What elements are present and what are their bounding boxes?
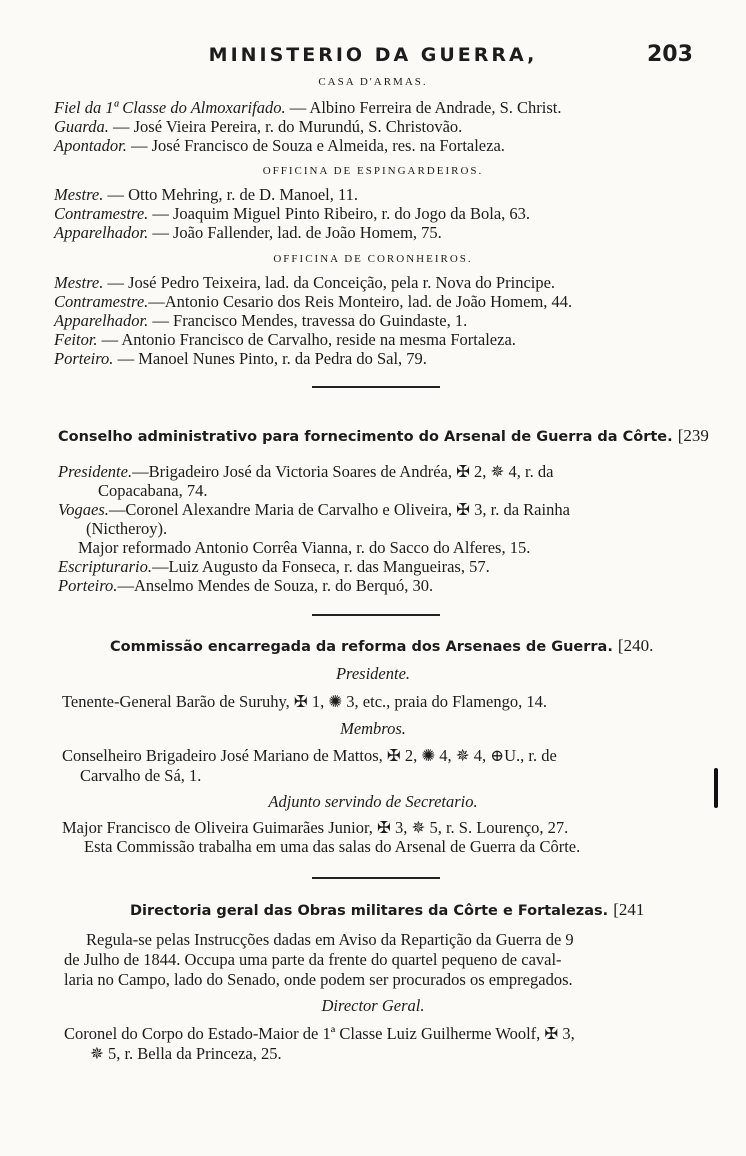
ink-mark bbox=[714, 768, 718, 808]
section-divider bbox=[312, 877, 440, 879]
workshop-heading: OFFICINA DE ESPINGARDEIROS. bbox=[262, 165, 484, 177]
section-heading bbox=[110, 636, 653, 656]
entry-line bbox=[54, 292, 572, 312]
entry-text: —Antonio Cesario dos Reis Monteiro, lad. de João Homem, 44. bbox=[148, 292, 573, 311]
entry-continuation: (Nictheroy). bbox=[86, 519, 168, 538]
entry-line bbox=[54, 98, 561, 118]
entry-text: — Albino Ferreira de Andrade, S. Christ. bbox=[285, 98, 562, 117]
subheading: Membros. bbox=[340, 719, 406, 738]
entry-role: Mestre. bbox=[54, 185, 104, 204]
entry-line bbox=[54, 311, 467, 331]
section-title: Commissão encarregada da reforma dos Arsenaes de Guerra. bbox=[110, 639, 613, 655]
page-number: 203 bbox=[647, 42, 693, 67]
page-header-title: MINISTERIO DA GUERRA, bbox=[208, 44, 538, 66]
paragraph-line: de Julho de 1844. Occupa uma parte da frente do quartel pequeno de caval- bbox=[64, 950, 562, 969]
entry-line bbox=[58, 557, 490, 577]
section-title: Conselho administrativo para fornecimento do Arsenal de Guerra da Côrte. bbox=[58, 429, 673, 445]
workshop-heading: OFFICINA DE CORONHEIROS. bbox=[273, 253, 473, 265]
subheading: Director Geral. bbox=[321, 996, 425, 1015]
entry-line bbox=[58, 576, 433, 596]
entry-role: Apontador. bbox=[54, 136, 127, 155]
entry-role: Apparelhador. bbox=[54, 311, 149, 330]
entry-role: Presidente. bbox=[58, 462, 133, 481]
entry-line bbox=[58, 462, 553, 482]
entry-line bbox=[54, 185, 358, 205]
entry-role: Mestre. bbox=[54, 273, 104, 292]
section-subtitle: CASA D'ARMAS. bbox=[318, 76, 428, 88]
section-divider bbox=[312, 614, 440, 616]
entry-text: — Antonio Francisco de Carvalho, reside na mesma Fortaleza. bbox=[97, 330, 516, 349]
section-title: Directoria geral das Obras militares da Côrte e Fortalezas. bbox=[130, 903, 609, 919]
entry-continuation: Carvalho de Sá, 1. bbox=[80, 766, 202, 785]
entry-role: Guarda. bbox=[54, 117, 109, 136]
entry-role: Vogaes. bbox=[58, 500, 109, 519]
entry-line bbox=[54, 330, 516, 350]
entry-line: Major Francisco de Oliveira Guimarães Junior, ✠ 3, ✵ 5, r. S. Lourenço, 27. bbox=[62, 818, 569, 837]
entry-text: — José Vieira Pereira, r. do Murundú, S. Christovão. bbox=[108, 117, 463, 136]
entry-text: — João Fallender, lad. de João Homem, 75. bbox=[148, 223, 442, 242]
entry-role: Porteiro. bbox=[58, 576, 118, 595]
entry-text: —Luiz Augusto da Fonseca, r. das Mangueiras, 57. bbox=[151, 557, 490, 576]
section-heading bbox=[130, 900, 644, 920]
note-line: Esta Commissão trabalha em uma das salas do Arsenal de Guerra da Côrte. bbox=[84, 837, 581, 856]
entry-line bbox=[54, 204, 530, 224]
entry-line bbox=[54, 117, 462, 137]
entry-text: — Francisco Mendes, travessa do Guindaste, 1. bbox=[148, 311, 468, 330]
entry-continuation: ✵ 5, r. Bella da Princeza, 25. bbox=[90, 1044, 282, 1063]
entry-line: Conselheiro Brigadeiro José Mariano de Mattos, ✠ 2, ✺ 4, ✵ 4, ⊕U., r. de bbox=[62, 746, 557, 765]
section-number: [240. bbox=[617, 636, 654, 655]
paragraph-line: laria no Campo, lado do Senado, onde podem ser procurados os empregados. bbox=[64, 970, 573, 989]
section-divider bbox=[312, 386, 440, 388]
entry-text: —Coronel Alexandre Maria de Carvalho e Oliveira, ✠ 3, r. da Rainha bbox=[108, 500, 570, 519]
entry-text: —Brigadeiro José da Victoria Soares de Andréa, ✠ 2, ✵ 4, r. da bbox=[132, 462, 554, 481]
entry-text: —Anselmo Mendes de Souza, r. do Berquó, 30. bbox=[117, 576, 434, 595]
section-number: [239 bbox=[677, 426, 709, 445]
entry-line: Coronel do Corpo do Estado-Maior de 1ª Classe Luiz Guilherme Woolf, ✠ 3, bbox=[64, 1024, 575, 1043]
entry-line: Tenente-General Barão de Suruhy, ✠ 1, ✺ 3, etc., praia do Flamengo, 14. bbox=[62, 692, 547, 711]
entry-text: — Otto Mehring, r. de D. Manoel, 11. bbox=[103, 185, 358, 204]
entry-role: Porteiro. bbox=[54, 349, 114, 368]
entry-role: Fiel da 1ª Classe do Almoxarifado. bbox=[54, 98, 286, 117]
entry-line: Major reformado Antonio Corrêa Vianna, r. do Sacco do Alferes, 15. bbox=[78, 538, 531, 557]
entry-line bbox=[54, 349, 427, 369]
entry-role: Contramestre. bbox=[54, 292, 149, 311]
section-number: [241 bbox=[613, 900, 645, 919]
entry-continuation: Copacabana, 74. bbox=[98, 481, 208, 500]
entry-role: Feitor. bbox=[54, 330, 98, 349]
entry-text: — Joaquim Miguel Pinto Ribeiro, r. do Jogo da Bola, 63. bbox=[148, 204, 531, 223]
subheading: Presidente. bbox=[335, 664, 411, 683]
entry-line bbox=[54, 273, 555, 293]
entry-role: Contramestre. bbox=[54, 204, 149, 223]
entry-role: Escripturario. bbox=[58, 557, 152, 576]
entry-line bbox=[54, 223, 442, 243]
entry-line bbox=[54, 136, 505, 156]
section-heading bbox=[58, 426, 709, 446]
subheading: Adjunto servindo de Secretario. bbox=[268, 792, 478, 811]
entry-line bbox=[58, 500, 570, 520]
entry-role: Apparelhador. bbox=[54, 223, 149, 242]
entry-text: — José Pedro Teixeira, lad. da Conceição, pela r. Nova do Principe. bbox=[103, 273, 556, 292]
entry-text: — Manoel Nunes Pinto, r. da Pedra do Sal, 79. bbox=[113, 349, 427, 368]
entry-text: — José Francisco de Souza e Almeida, res. na Fortaleza. bbox=[126, 136, 505, 155]
paragraph-line: Regula-se pelas Instrucções dadas em Aviso da Repartição da Guerra de 9 bbox=[86, 930, 574, 949]
